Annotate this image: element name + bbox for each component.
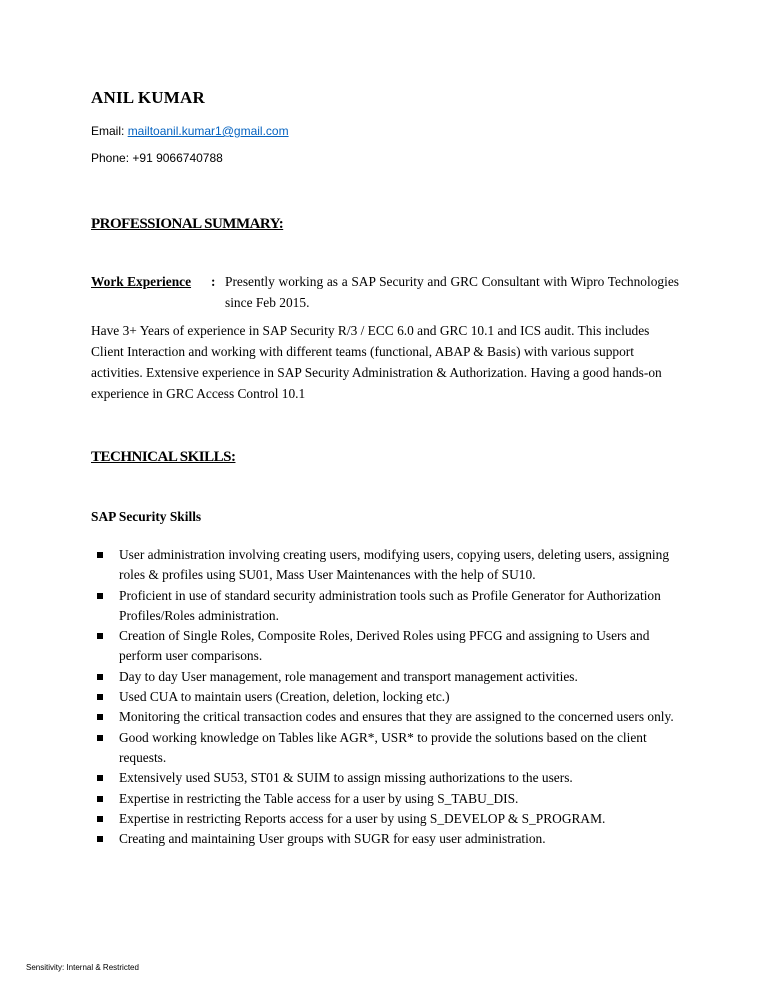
work-experience-text: Presently working as a SAP Security and GRC Consultant with Wipro Technologies since Feb 2015. xyxy=(225,274,679,310)
sensitivity-footer: Sensitivity: Internal & Restricted xyxy=(26,963,139,972)
square-bullet-icon xyxy=(97,775,103,781)
list-item xyxy=(91,707,679,727)
list-item xyxy=(91,626,679,667)
skill-text: Expertise in restricting the Table access for a user by using S_TABU_DIS. xyxy=(119,790,519,806)
phone-label: Phone: xyxy=(91,151,130,165)
skill-text: Creation of Single Roles, Composite Roles, Derived Roles using PFCG and assigning to Users and perform user comparisons. xyxy=(119,628,650,664)
professional-summary-heading: PROFESSIONAL SUMMARY: xyxy=(91,216,284,232)
square-bullet-icon xyxy=(97,552,103,558)
skill-text: Proficient in use of standard security administration tools such as Profile Generator for Authorization Profiles/Roles administration. xyxy=(119,587,661,623)
square-bullet-icon xyxy=(97,714,103,720)
list-item xyxy=(91,545,679,586)
square-bullet-icon xyxy=(97,593,103,599)
phone-value: +91 9066740788 xyxy=(132,151,223,165)
list-item xyxy=(91,809,679,829)
skill-text: User administration involving creating users, modifying users, copying users, deleting users, assigning roles & profiles using SU01, Mass User Maintenances with the help of SU10. xyxy=(119,547,670,583)
work-experience-label: Work Experience xyxy=(91,274,192,289)
square-bullet-icon xyxy=(97,633,103,639)
technical-skills-heading: TECHNICAL SKILLS: xyxy=(91,449,236,465)
list-item xyxy=(91,829,679,849)
email-link[interactable]: mailtoanil.kumar1@gmail.com xyxy=(127,124,289,138)
list-item xyxy=(91,789,679,809)
list-item xyxy=(91,586,679,627)
skill-text: Good working knowledge on Tables like AGR*, USR* to provide the solutions based on the client requests. xyxy=(119,729,647,765)
skill-text: Expertise in restricting Reports access for a user by using S_DEVELOP & S_PROGRAM. xyxy=(119,810,606,826)
phone-line xyxy=(91,151,223,165)
square-bullet-icon xyxy=(97,796,103,802)
work-experience-colon: : xyxy=(211,274,216,289)
list-item xyxy=(91,687,679,707)
skill-text: Extensively used SU53, ST01 & SUIM to assign missing authorizations to the users. xyxy=(119,770,573,786)
email-label: Email: xyxy=(91,124,125,138)
list-item xyxy=(91,768,679,788)
sap-security-skills-subheading: SAP Security Skills xyxy=(91,509,202,524)
square-bullet-icon xyxy=(97,735,103,741)
list-item xyxy=(91,667,679,687)
summary-paragraph: Have 3+ Years of experience in SAP Security R/3 / ECC 6.0 and GRC 10.1 and ICS audit. This includes Client Interaction and working with different teams (functional, ABAP & Basis) with various support activities. Extensive experience in SAP Security Administration & Authorization. Having a good hands-on experience in GRC Access Control 10.1 xyxy=(91,323,662,401)
square-bullet-icon xyxy=(97,674,103,680)
skill-text: Monitoring the critical transaction codes and ensures that they are assigned to the concerned users only. xyxy=(119,709,674,725)
square-bullet-icon xyxy=(97,816,103,822)
skill-text: Used CUA to maintain users (Creation, deletion, locking etc.) xyxy=(119,689,450,705)
email-line xyxy=(91,124,289,138)
square-bullet-icon xyxy=(97,836,103,842)
skill-text: Creating and maintaining User groups with SUGR for easy user administration. xyxy=(119,831,546,847)
square-bullet-icon xyxy=(97,694,103,700)
skill-list xyxy=(91,545,679,849)
candidate-name: ANIL KUMAR xyxy=(91,88,205,107)
skill-text: Day to day User management, role management and transport management activities. xyxy=(119,668,578,684)
list-item xyxy=(91,728,679,769)
